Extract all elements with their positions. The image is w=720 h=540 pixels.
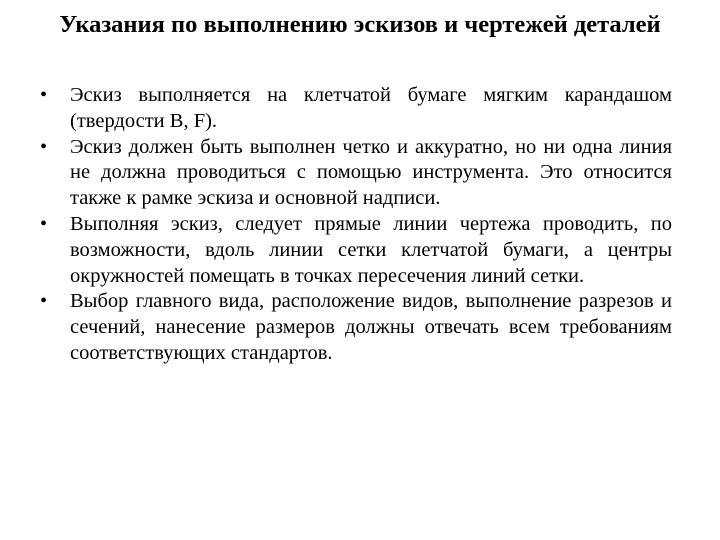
bullet-text: Выполняя эскиз, следует прямые линии чертежа проводить, по возможности, вдоль линии сетки клетчатой бумаги, а центры окружностей помещать в точках пересечения линий сетки.	[70, 212, 672, 287]
bullet-item	[38, 289, 672, 366]
bullet-list	[38, 83, 672, 367]
bullet-item	[38, 212, 672, 289]
bullet-text: Эскиз выполняется на клетчатой бумаге мягким карандашом (твердости B, F).	[70, 84, 672, 132]
bullet-text: Эскиз должен быть выполнен четко и аккуратно, но ни одна линия не должна проводиться с помощью инструмента. Это относится также к рамке эскиза и основной надписи.	[70, 135, 672, 210]
bullet-dot-icon: •	[40, 290, 48, 313]
bullet-item	[38, 83, 672, 135]
bullet-dot-icon: •	[40, 135, 48, 158]
bullet-item	[38, 135, 672, 212]
bullet-dot-icon: •	[40, 212, 48, 235]
bullet-text: Выбор главного вида, расположение видов, выполнение разрезов и сечений, нанесение размеров должны отвечать всем требованиям соответствующих стандартов.	[70, 290, 672, 364]
bullet-dot-icon: •	[40, 84, 48, 106]
slide-title: Указания по выполнению эскизов и чертежей деталей	[59, 11, 661, 38]
